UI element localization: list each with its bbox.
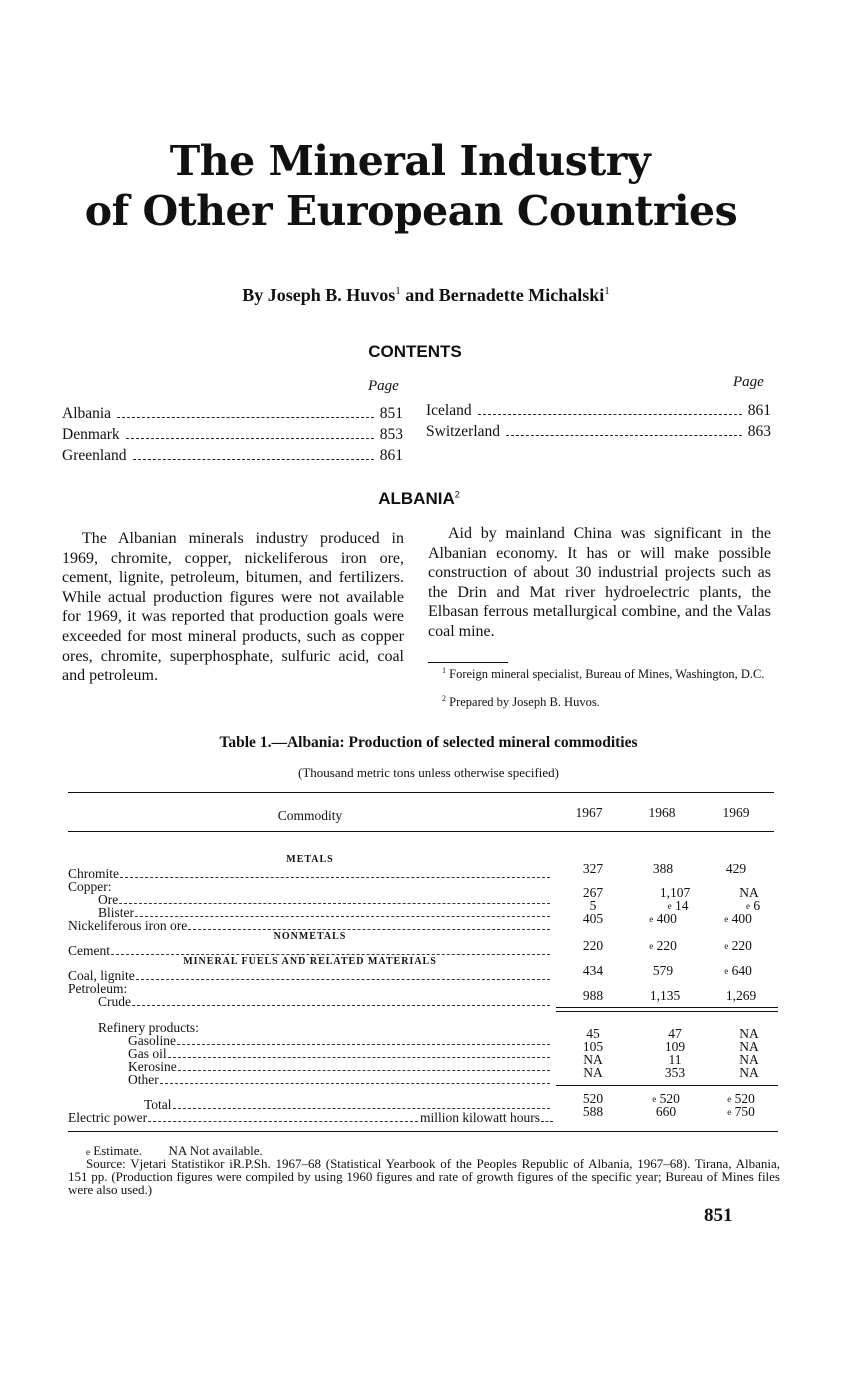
cell-cement-1968: e 220 xyxy=(649,938,677,953)
table-bottom-rule xyxy=(68,1131,778,1132)
estimate-mark: e xyxy=(724,941,729,951)
cell-gasoline-1968: 47 xyxy=(668,1026,682,1041)
table-row-other xyxy=(68,1073,552,1087)
body-paragraph-2: Aid by mainland China was significant in the Albanian economy. It has or will make possible construction of about 30 industrial projects such as the Drin and Mat river hydroelectric plants, the Elbasan ferrous metallurgical combine, and the Valas coal mine. xyxy=(428,525,771,640)
toc-leader xyxy=(506,435,742,436)
toc-entry-page: 851 xyxy=(379,405,403,422)
cell-other-1967: NA xyxy=(583,1065,603,1080)
cell-kerosine-1968: 11 xyxy=(668,1052,682,1067)
row-label: Electric power xyxy=(68,1110,148,1125)
footnote-rule xyxy=(428,662,508,663)
cell-ore-1969: NA xyxy=(739,885,759,900)
toc-entry-page: 861 xyxy=(747,402,771,419)
row-label: Cement xyxy=(68,943,110,958)
cell-coal-1968: 579 xyxy=(652,963,674,978)
cell-gasoline-1967: 45 xyxy=(586,1026,600,1041)
toc-entry-label: Iceland xyxy=(426,402,472,419)
cell-other-1969: NA xyxy=(739,1065,759,1080)
note-na: NA Not available. xyxy=(168,1143,263,1158)
title-line-2: of Other European Countries xyxy=(84,187,738,235)
row-unit: million kilowatt hours xyxy=(420,1110,540,1125)
estimate-mark: e xyxy=(649,941,654,951)
cell-electric-1968: 660 xyxy=(655,1104,677,1119)
byline-conjunction: and xyxy=(405,285,435,305)
cell-gasoil-1967: 105 xyxy=(582,1039,604,1054)
row-label: Kerosine xyxy=(128,1059,177,1074)
column-header-1969: 1969 xyxy=(722,805,750,820)
cell-electric-1967: 588 xyxy=(582,1104,604,1119)
cell-total-1969: e 520 xyxy=(727,1091,755,1106)
note-estimate: Estimate. xyxy=(93,1143,142,1158)
estimate-mark: e xyxy=(652,1094,657,1104)
contents-heading: CONTENTS xyxy=(368,342,462,361)
cell-crude-1968: 1,135 xyxy=(649,988,681,1003)
footnote-mark: 2 xyxy=(442,694,446,703)
footnote-1 xyxy=(428,664,772,681)
table-top-rule xyxy=(68,792,774,793)
total-rule xyxy=(556,1085,778,1086)
table-title: Table 1.—Albania: Production of selected mineral commodities xyxy=(219,734,638,751)
section-heading-text: ALBANIA xyxy=(378,489,455,508)
row-label: Nickeliferous iron ore xyxy=(68,918,188,933)
cell-crude-1969: 1,269 xyxy=(725,988,757,1003)
row-label: Ore xyxy=(98,892,119,907)
table-row-copper-ore xyxy=(68,893,552,907)
cell-blister-1967: 5 xyxy=(589,898,597,913)
footnote-mark: 1 xyxy=(442,666,446,675)
toc-entry-label: Switzerland xyxy=(426,423,501,440)
body-column-1 xyxy=(62,529,404,686)
footnote-text: Prepared by Joseph B. Huvos. xyxy=(449,695,600,710)
column-header-1967: 1967 xyxy=(575,805,603,820)
toc-entry-denmark[interactable] xyxy=(62,424,403,445)
toc-entry-greenland[interactable] xyxy=(62,445,403,466)
toc-entry-label: Albania xyxy=(62,405,112,422)
cell-electric-1969: e 750 xyxy=(727,1104,755,1119)
contents-right-column xyxy=(426,400,771,442)
row-label: Refinery products: xyxy=(98,1020,199,1035)
cell-cement-1967: 220 xyxy=(582,938,604,953)
cell-nickel-1969: e 400 xyxy=(724,911,752,926)
cell-crude-1967: 988 xyxy=(582,988,604,1003)
double-rule-top xyxy=(556,1007,778,1008)
table-row-nickeliferous xyxy=(68,919,552,933)
section-label-nonmetals: NONMETALS xyxy=(273,931,347,942)
estimate-mark: e xyxy=(667,901,672,911)
estimate-mark: e xyxy=(724,966,729,976)
toc-entry-switzerland[interactable] xyxy=(426,421,771,442)
row-label: Gas oil xyxy=(128,1046,167,1061)
cell-chromite-1968: 388 xyxy=(652,861,674,876)
cell-chromite-1967: 327 xyxy=(582,861,604,876)
estimate-mark: e xyxy=(649,914,654,924)
column-header-commodity: Commodity xyxy=(277,808,343,823)
cell-coal-1967: 434 xyxy=(582,963,604,978)
contents-left-column xyxy=(62,403,403,466)
table-row-cement xyxy=(68,944,552,958)
cell-total-1968: e 520 xyxy=(652,1091,680,1106)
cell-cement-1969: e 220 xyxy=(724,938,752,953)
toc-entry-page: 863 xyxy=(747,423,771,440)
cell-nickel-1967: 405 xyxy=(582,911,604,926)
cell-nickel-1968: e 400 xyxy=(649,911,677,926)
row-label: Coal, lignite xyxy=(68,968,135,983)
table-row-electric-power xyxy=(68,1111,555,1125)
table-row-crude xyxy=(68,995,552,1009)
byline-prefix: By xyxy=(242,285,264,305)
footnote-2 xyxy=(428,692,772,709)
table-row-coal-lignite xyxy=(68,969,552,983)
cell-other-1968: 353 xyxy=(664,1065,686,1080)
section-heading xyxy=(0,489,838,509)
cell-total-1967: 520 xyxy=(582,1091,604,1106)
toc-entry-page: 853 xyxy=(379,426,403,443)
toc-entry-label: Denmark xyxy=(62,426,120,443)
author-1: Joseph B. Huvos xyxy=(267,285,396,305)
row-label: Gasoline xyxy=(128,1033,176,1048)
row-label: Blister xyxy=(98,905,134,920)
cell-blister-1969: e 6 xyxy=(745,898,761,913)
toc-leader xyxy=(126,438,374,439)
page-number: 851 xyxy=(704,1205,733,1226)
cell-chromite-1969: 429 xyxy=(725,861,747,876)
author-1-footnote-mark: 1 xyxy=(395,285,401,297)
table-note-source: Source: Vjetari Statistikor iR.P.Sh. 1967–68 (Statistical Yearbook of the Peoples Republic of Albania, 1967–68). Tirana, Albania, 151 pp. (Production figures were compiled by using 1960 figures and rate of growth figures of the specific year; Bureau of Mines files were also used.) xyxy=(68,1156,780,1197)
cell-ore-1968: 1,107 xyxy=(659,885,691,900)
toc-entry-label: Greenland xyxy=(62,447,127,464)
estimate-mark: e xyxy=(745,901,750,911)
row-label: Crude xyxy=(98,994,131,1009)
estimate-mark: e xyxy=(86,1147,90,1157)
row-label: Other xyxy=(128,1072,159,1087)
cell-kerosine-1967: NA xyxy=(583,1052,603,1067)
toc-entry-albania[interactable] xyxy=(62,403,403,424)
cell-coal-1969: e 640 xyxy=(724,963,752,978)
footnote-text: Foreign mineral specialist, Bureau of Mines, Washington, D.C. xyxy=(449,667,765,682)
row-label: Chromite xyxy=(68,866,119,881)
toc-leader xyxy=(117,417,374,418)
toc-entry-iceland[interactable] xyxy=(426,400,771,421)
cell-ore-1967: 267 xyxy=(582,885,604,900)
contents-page-label-left: Page xyxy=(368,378,399,394)
contents-page-label-right: Page xyxy=(733,374,764,390)
column-header-1968: 1968 xyxy=(648,805,676,820)
estimate-mark: e xyxy=(727,1094,732,1104)
estimate-mark: e xyxy=(724,914,729,924)
table-row-chromite xyxy=(68,867,552,881)
author-2-footnote-mark: 1 xyxy=(604,285,610,297)
estimate-mark: e xyxy=(727,1107,732,1117)
row-label: Total xyxy=(144,1097,172,1112)
toc-entry-page: 861 xyxy=(379,447,403,464)
cell-gasoline-1969: NA xyxy=(739,1026,759,1041)
byline xyxy=(0,285,852,306)
cell-gasoil-1968: 109 xyxy=(664,1039,686,1054)
double-rule-bottom xyxy=(556,1011,778,1012)
row-label: Copper: xyxy=(68,879,112,894)
section-label-fuels: MINERAL FUELS AND RELATED MATERIALS xyxy=(183,956,437,967)
title-line-1: The Mineral Industry xyxy=(169,137,651,185)
body-paragraph-1: The Albanian minerals industry produced in 1969, chromite, copper, nickeliferous iron ore, cement, lignite, petroleum, bitumen, and fertilizers. While actual production figures were not available for 1969, it was reported that production goals were exceeded for most mineral products, such as copper ores, chromite, superphosphate, sulfuric acid, coal and petroleum. xyxy=(62,530,404,685)
body-column-2 xyxy=(428,524,771,642)
section-footnote-mark: 2 xyxy=(454,489,460,500)
section-label-metals: METALS xyxy=(286,854,334,865)
cell-blister-1968: e 14 xyxy=(667,898,689,913)
author-2: Bernadette Michalski xyxy=(438,285,605,305)
cell-kerosine-1969: NA xyxy=(739,1052,759,1067)
table-header-rule xyxy=(68,831,774,832)
toc-leader xyxy=(478,414,742,415)
table-subtitle: (Thousand metric tons unless otherwise specified) xyxy=(297,765,559,780)
cell-gasoil-1969: NA xyxy=(739,1039,759,1054)
toc-leader xyxy=(133,459,374,460)
row-label: Petroleum: xyxy=(68,981,128,996)
